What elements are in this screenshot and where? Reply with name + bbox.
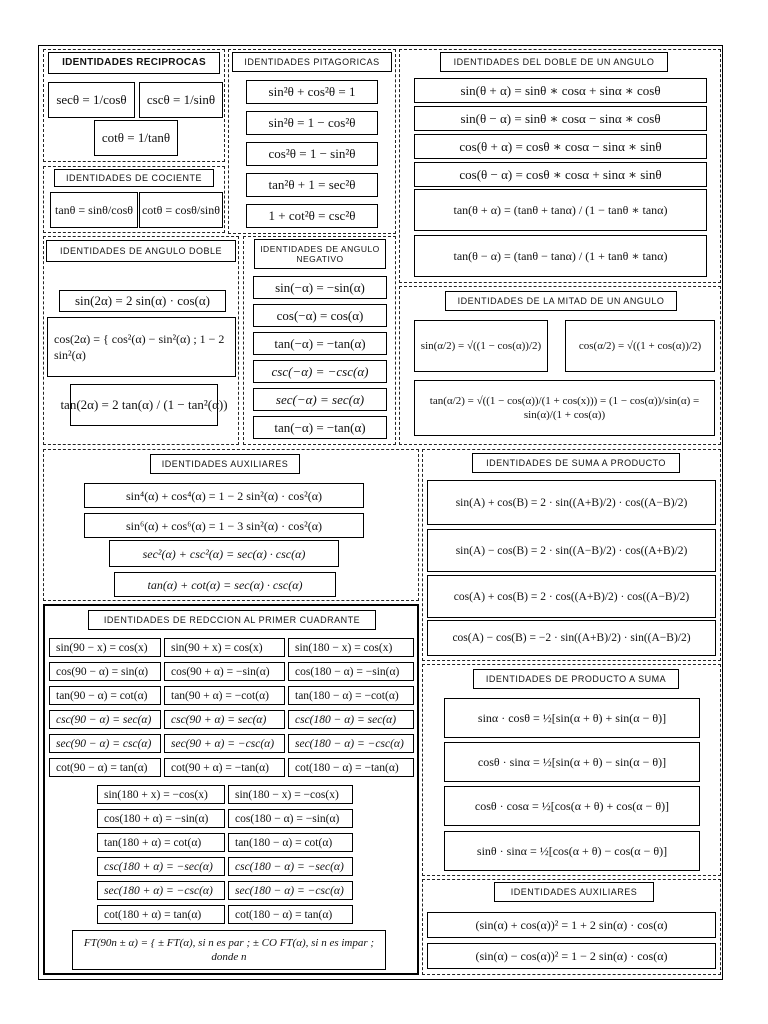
formula-aux2-2: (sin(α) − cos(α))² = 1 − 2 sin(α) · cos(α) xyxy=(427,943,716,969)
formula-aux-4: tan(α) + cot(α) = sec(α) · csc(α) xyxy=(114,572,336,597)
reduccion-cell: tan(90 − α) = cot(α) xyxy=(49,686,161,705)
reduccion-cell: cot(180 − α) = −tan(α) xyxy=(288,758,414,777)
formula-tan-resta: tan(θ − α) = (tanθ − tanα) / (1 + tanθ ∗ tanα) xyxy=(414,235,707,277)
formula-sin-2a: sin(2α) = 2 sin(α) · cos(α) xyxy=(59,290,226,312)
header-angulo-doble: IDENTIDADES DE ANGULO DOBLE xyxy=(46,240,236,262)
formula-aux2-1: (sin(α) + cos(α))² = 1 + 2 sin(α) · cos(α) xyxy=(427,912,716,938)
formula-producto-suma-1: sinα · cosθ = ½[sin(α + θ) + sin(α − θ)] xyxy=(444,698,700,738)
reduccion-cell: cos(180 − α) = −sin(α) xyxy=(288,662,414,681)
formula-cos-negativo: cos(−α) = cos(α) xyxy=(253,304,387,327)
formula-sin-mitad: sin(α/2) = √((1 − cos(α))/2) xyxy=(414,320,548,372)
reduccion-cell: cos(90 − α) = sin(α) xyxy=(49,662,161,681)
reduccion-cell: sec(180 − α) = −csc(α) xyxy=(288,734,414,753)
reduccion-cell: cot(90 + α) = −tan(α) xyxy=(164,758,285,777)
reduccion-180-cell: tan(180 + α) = cot(α) xyxy=(97,833,225,852)
formula-sin-resta: sin(θ − α) = sinθ ∗ cosα − sinα ∗ cosθ xyxy=(414,106,707,131)
header-auxiliares: IDENTIDADES AUXILIARES xyxy=(150,454,300,474)
formula-suma-producto-4: cos(A) − cos(B) = −2 · sin((A+B)/2) · sin((A−B)/2) xyxy=(427,620,716,656)
formula-csc-negativo: csc(−α) = −csc(α) xyxy=(253,360,387,383)
formula-cot-reciprocal: cotθ = 1/tanθ xyxy=(94,120,178,156)
formula-tan-negativo-2: tan(−α) = −tan(α) xyxy=(253,416,387,439)
formula-aux-1: sin⁴(α) + cos⁴(α) = 1 − 2 sin²(α) · cos²(α) xyxy=(84,483,364,508)
reduccion-cell: cos(90 + α) = −sin(α) xyxy=(164,662,285,681)
reduccion-cell: cot(90 − α) = tan(α) xyxy=(49,758,161,777)
formula-cos-suma: cos(θ + α) = cosθ ∗ cosα − sinα ∗ sinθ xyxy=(414,134,707,159)
reduccion-cell: sin(90 + x) = cos(x) xyxy=(164,638,285,657)
reduccion-cell: tan(180 − α) = −cot(α) xyxy=(288,686,414,705)
reduccion-180-cell: csc(180 + α) = −sec(α) xyxy=(97,857,225,876)
formula-suma-producto-2: sin(A) − cos(B) = 2 · sin((A−B)/2) · cos((A+B)/2) xyxy=(427,529,716,572)
reduccion-180-cell: csc(180 − α) = −sec(α) xyxy=(228,857,353,876)
formula-pitagorica-4: tan²θ + 1 = sec²θ xyxy=(246,173,378,197)
reduccion-cell: sec(90 − α) = csc(α) xyxy=(49,734,161,753)
reduccion-180-cell: sin(180 − x) = −cos(x) xyxy=(228,785,353,804)
header-auxiliares-2: IDENTIDADES AUXILIARES xyxy=(494,882,654,902)
reduccion-180-cell: cos(180 − α) = −sin(α) xyxy=(228,809,353,828)
header-reduccion: IDENTIDADES DE REDCCION AL PRIMER CUADRANTE xyxy=(88,610,376,630)
header-suma-producto: IDENTIDADES DE SUMA A PRODUCTO xyxy=(472,453,680,473)
formula-pitagorica-2: sin²θ = 1 − cos²θ xyxy=(246,111,378,135)
reduccion-180-cell: cos(180 + α) = −sin(α) xyxy=(97,809,225,828)
reduccion-cell: csc(90 + α) = sec(α) xyxy=(164,710,285,729)
formula-cos-mitad: cos(α/2) = √((1 + cos(α))/2) xyxy=(565,320,715,372)
header-doble-un-angulo: IDENTIDADES DEL DOBLE DE UN ANGULO xyxy=(440,52,668,72)
reduccion-cell: csc(180 − α) = sec(α) xyxy=(288,710,414,729)
header-pitagoricas: IDENTIDADES PITAGORICAS xyxy=(232,52,392,72)
header-mitad-angulo: IDENTIDADES DE LA MITAD DE UN ANGULO xyxy=(445,291,677,311)
reduccion-cell: sin(90 − x) = cos(x) xyxy=(49,638,161,657)
header-reciprocas: IDENTIDADES RECIPROCAS xyxy=(48,52,220,74)
formula-producto-suma-2: cosθ · sinα = ½[sin(α + θ) − sin(α − θ)] xyxy=(444,742,700,782)
header-angulo-negativo: IDENTIDADES DE ANGULO NEGATIVO xyxy=(254,239,386,269)
formula-sin-suma: sin(θ + α) = sinθ ∗ cosα + sinα ∗ cosθ xyxy=(414,78,707,103)
formula-csc-reciprocal: cscθ = 1/sinθ xyxy=(139,82,223,118)
formula-pitagorica-3: cos²θ = 1 − sin²θ xyxy=(246,142,378,166)
formula-pitagorica-5: 1 + cot²θ = csc²θ xyxy=(246,204,378,228)
reduccion-180-cell: cot(180 − α) = tan(α) xyxy=(228,905,353,924)
formula-sin-negativo: sin(−α) = −sin(α) xyxy=(253,276,387,299)
reduccion-cell: sec(90 + α) = −csc(α) xyxy=(164,734,285,753)
formula-tan-mitad: tan(α/2) = √((1 − cos(α))/(1 + cos(x))) = (1 − cos(α))/sin(α) = sin(α)/(1 + cos(α)) xyxy=(414,380,715,436)
formula-aux-2: sin⁶(α) + cos⁶(α) = 1 − 3 sin²(α) · cos²(α) xyxy=(84,513,364,538)
formula-producto-suma-4: sinθ · sinα = ½[cos(α + θ) − cos(α − θ)] xyxy=(444,831,700,871)
formula-suma-producto-3: cos(A) + cos(B) = 2 · cos((A+B)/2) · cos((A−B)/2) xyxy=(427,575,716,618)
formula-cos-2a: cos(2α) = { cos²(α) − sin²(α) ; 1 − 2 sin²(α) xyxy=(47,317,236,377)
reduccion-180-cell: sin(180 + x) = −cos(x) xyxy=(97,785,225,804)
formula-suma-producto-1: sin(A) + cos(B) = 2 · sin((A+B)/2) · cos((A−B)/2) xyxy=(427,480,716,525)
formula-sec-reciprocal: secθ = 1/cosθ xyxy=(48,82,135,118)
reduccion-180-cell: cot(180 + α) = tan(α) xyxy=(97,905,225,924)
formula-tan-negativo: tan(−α) = −tan(α) xyxy=(253,332,387,355)
reduccion-cell: tan(90 + α) = −cot(α) xyxy=(164,686,285,705)
formula-tan-suma: tan(θ + α) = (tanθ + tanα) / (1 − tanθ ∗ tanα) xyxy=(414,189,707,231)
formula-tan-2a: tan(2α) = 2 tan(α) / (1 − tan²(α)) xyxy=(70,384,218,426)
header-cociente: IDENTIDADES DE COCIENTE xyxy=(54,169,214,187)
header-producto-suma: IDENTIDADES DE PRODUCTO A SUMA xyxy=(473,669,679,689)
reduccion-180-cell: sec(180 − α) = −csc(α) xyxy=(228,881,353,900)
formula-aux-3: sec²(α) + csc²(α) = sec(α) · csc(α) xyxy=(109,540,339,567)
reduccion-cell: sin(180 − x) = cos(x) xyxy=(288,638,414,657)
formula-tan-cociente: tanθ = sinθ/cosθ xyxy=(50,192,138,228)
formula-sec-negativo: sec(−α) = sec(α) xyxy=(253,388,387,411)
formula-ft-rule: FT(90n ± α) = { ± FT(α), si n es par ; ± CO FT(α), si n es impar ; donde n xyxy=(72,930,386,970)
reduccion-cell: csc(90 − α) = sec(α) xyxy=(49,710,161,729)
formula-cos-resta: cos(θ − α) = cosθ ∗ cosα + sinα ∗ sinθ xyxy=(414,162,707,187)
reduccion-180-cell: tan(180 − α) = cot(α) xyxy=(228,833,353,852)
formula-cot-cociente: cotθ = cosθ/sinθ xyxy=(139,192,223,228)
formula-pitagorica-1: sin²θ + cos²θ = 1 xyxy=(246,80,378,104)
reduccion-180-cell: sec(180 + α) = −csc(α) xyxy=(97,881,225,900)
formula-producto-suma-3: cosθ · cosα = ½[cos(α + θ) + cos(α − θ)] xyxy=(444,786,700,826)
